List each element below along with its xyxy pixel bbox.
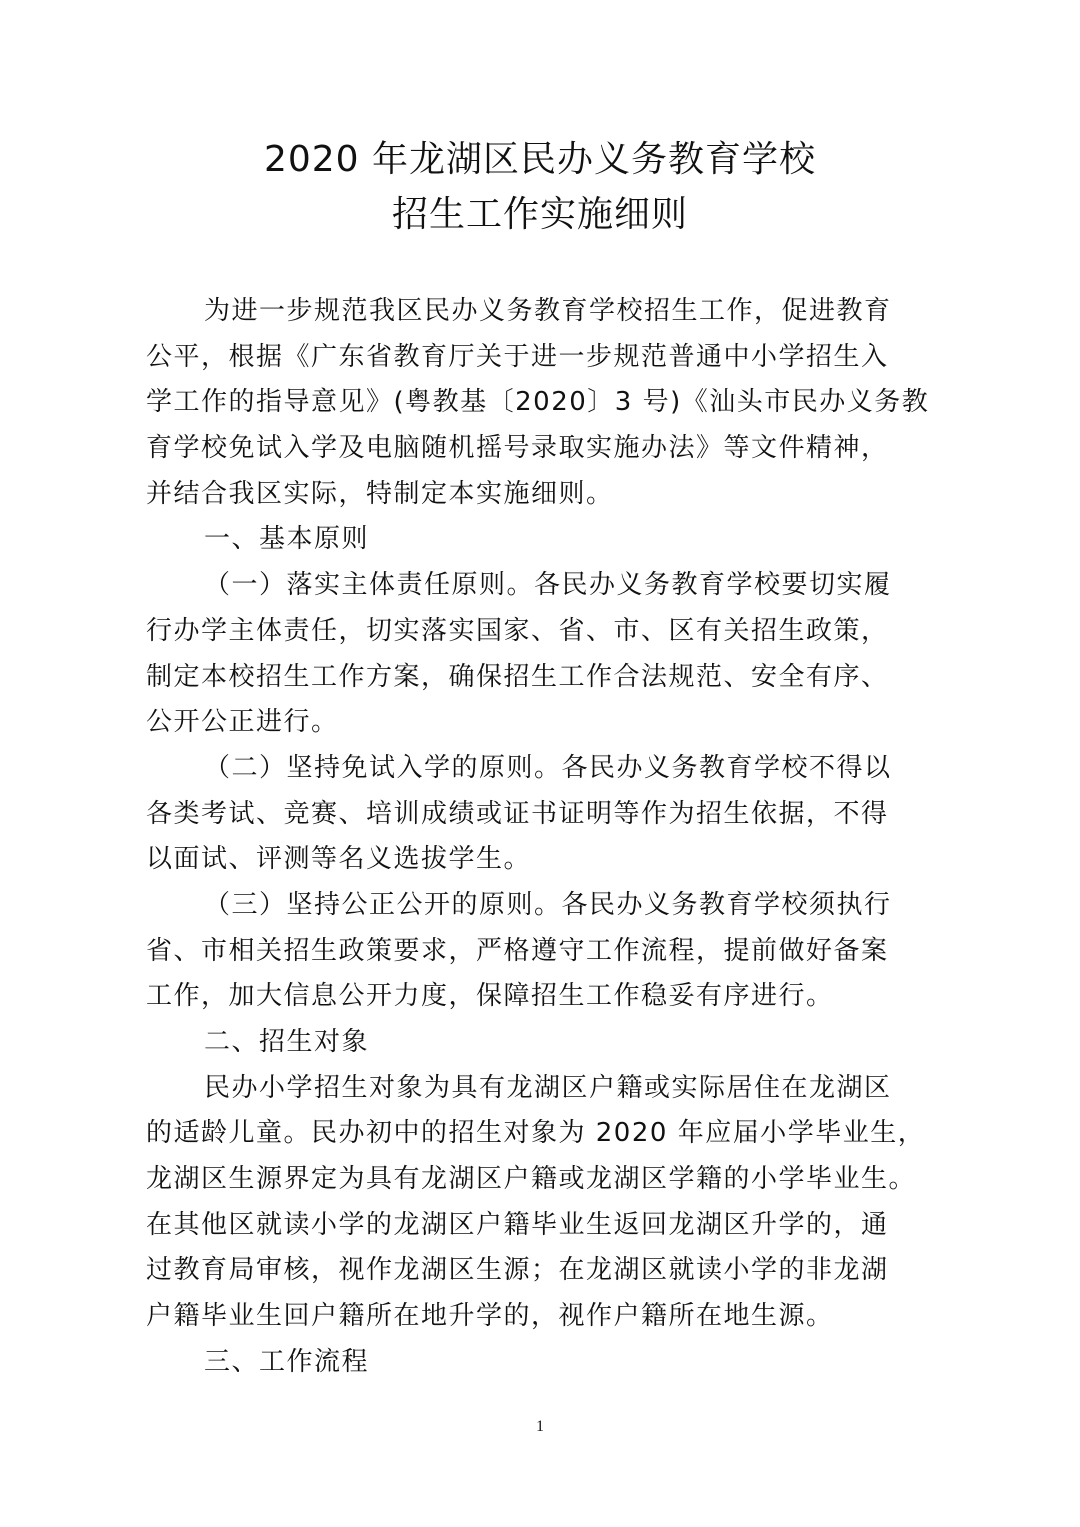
section-heading: 三、工作流程 — [204, 1346, 370, 1377]
paragraph-line: （一）落实主体责任原则。各民办义务教育学校要切实履 — [204, 570, 892, 601]
paragraph-line: 工作，加大信息公开力度，保障招生工作稳妥有序进行。 — [146, 981, 834, 1012]
paragraph-line: 的适龄儿童。民办初中的招生对象为 2020 年应届小学毕业生， — [146, 1118, 926, 1149]
paragraph-line: 龙湖区生源界定为具有龙湖区户籍或龙湖区学籍的小学毕业生。 — [146, 1164, 917, 1195]
section-heading: 一、基本原则 — [204, 524, 370, 555]
section-heading: 二、招生对象 — [204, 1027, 370, 1057]
page-number: 1 — [536, 1418, 544, 1435]
paragraph-line: 省、市相关招生政策要求，严格遵守工作流程，提前做好备案 — [146, 935, 889, 966]
document-title-line-1: 2020 年龙湖区民办义务教育学校 — [263, 139, 817, 180]
document-body — [146, 289, 942, 1386]
paragraph-line: 民办小学招生对象为具有龙湖区户籍或实际居住在龙湖区 — [204, 1072, 892, 1103]
paragraph-line: 过教育局审核，视作龙湖区生源；在龙湖区就读小学的非龙湖 — [146, 1255, 889, 1286]
paragraph-line: 制定本校招生工作方案，确保招生工作合法规范、安全有序、 — [146, 661, 889, 692]
paragraph-line: 行办学主体责任，切实落实国家、省、市、区有关招生政策， — [146, 615, 889, 646]
document-title-line-2: 招生工作实施细则 — [391, 194, 688, 235]
paragraph-line: 公开公正进行。 — [146, 707, 339, 738]
paragraph-line: （二）坚持免试入学的原则。各民办义务教育学校不得以 — [204, 752, 892, 783]
paragraph-line: 户籍毕业生回户籍所在地升学的，视作户籍所在地生源。 — [146, 1301, 834, 1332]
paragraph-line: 以面试、评测等名义选拔学生。 — [146, 844, 532, 875]
paragraph-line: （三）坚持公正公开的原则。各民办义务教育学校须执行 — [204, 889, 892, 920]
paragraph-line: 公平，根据《广东省教育厅关于进一步规范普通中小学招生入 — [146, 341, 889, 372]
paragraph-line: 各类考试、竞赛、培训成绩或证书证明等作为招生依据，不得 — [146, 798, 889, 829]
paragraph-line: 为进一步规范我区民办义务教育学校招生工作，促进教育 — [204, 296, 892, 326]
paragraph-line: 在其他区就读小学的龙湖区户籍毕业生返回龙湖区升学的，通 — [146, 1209, 889, 1240]
paragraph-line: 并结合我区实际，特制定本实施细则。 — [146, 478, 614, 509]
paragraph-line: 育学校免试入学及电脑随机摇号录取实施办法》等文件精神， — [146, 433, 889, 464]
paragraph-line: 学工作的指导意见》(粤教基〔2020〕3 号)《汕头市民办义务教 — [146, 387, 930, 418]
